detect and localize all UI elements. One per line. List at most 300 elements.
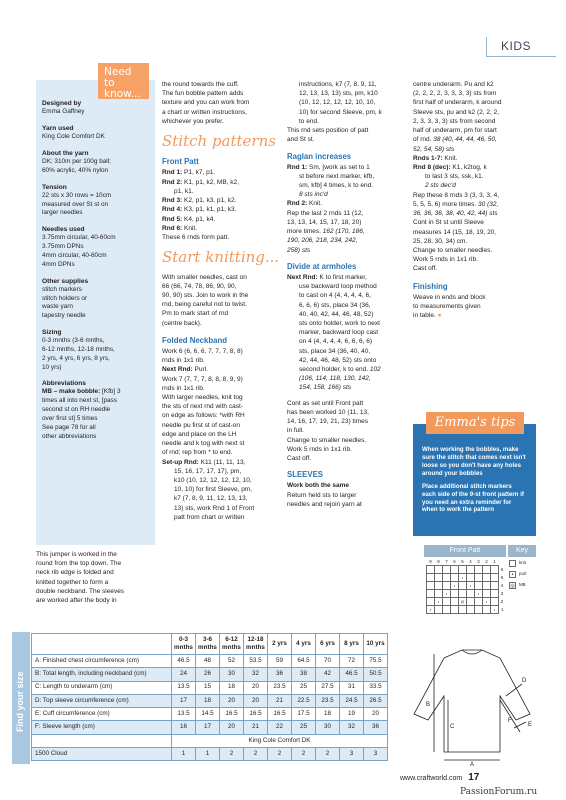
text-run: Knit. <box>442 154 458 162</box>
text-run: P1, k7, p1. <box>182 169 216 177</box>
chart-cell <box>491 581 499 589</box>
abbr-def: [Kfb] 3 <box>100 388 121 396</box>
text-line: texture and you can work from <box>162 99 250 107</box>
chart-col-number: 7 <box>445 559 448 564</box>
label-c: C <box>450 724 455 730</box>
text-run: 15, 16, 17, 17, 17), pm, <box>174 467 242 475</box>
chart-cell <box>467 597 475 605</box>
text-run: K3, p1, k1, p1, k3. <box>182 206 237 214</box>
text-run: Work 6 (6, 6, 6, 7, 7, 7, 8, 8) <box>162 347 243 355</box>
size-cell: 31 <box>340 681 364 694</box>
size-cell: 25 <box>292 681 316 694</box>
text-line <box>162 187 280 196</box>
chart-cell <box>483 573 491 581</box>
stitch-patterns-heading: Stitch patterns <box>162 132 276 151</box>
text-run: K to first marker, <box>317 273 367 281</box>
col4-top <box>413 80 539 274</box>
info-text: 0-3 mnths (3-6 mnths, <box>42 337 105 345</box>
chart-col-number: 6 <box>453 559 456 564</box>
chart-key <box>509 560 526 593</box>
text-run: 154, 158, 166) sts <box>299 384 352 392</box>
text-line <box>413 246 539 255</box>
chart-cell <box>491 597 499 605</box>
text-line <box>287 172 409 181</box>
text-line: rnd, being careful not to twist. <box>162 301 247 309</box>
size-row-label: E: Cuff circumference (cm) <box>32 708 172 721</box>
size-cell: 70 <box>316 655 340 668</box>
text-run: K1, p1, k2, MB, k2, <box>182 178 239 186</box>
text-run: Knit. <box>182 224 198 232</box>
text-line: has been worked 10 (11, 13, <box>287 408 369 416</box>
knit-swatch <box>509 560 516 567</box>
abbr-term: MB – make bobble: <box>42 388 101 396</box>
chart-title: Front Patt <box>424 545 506 557</box>
text-run: Work 7 (7, 7, 7, 8, 8, 8, 9, 9) <box>162 375 243 383</box>
text-line <box>162 224 280 233</box>
size-cell: 20 <box>220 721 244 734</box>
text-line <box>413 255 539 264</box>
front-patt-rows <box>162 168 280 242</box>
info-text: 3.75mm circular, 40-60cm <box>42 234 116 242</box>
text-line <box>287 117 409 126</box>
text-line <box>162 467 280 476</box>
chart-cell <box>467 605 475 613</box>
text-line <box>162 504 280 513</box>
chart-row-number: 3 <box>500 590 504 596</box>
text-line: in full. <box>287 427 304 435</box>
text-run: Rep these 8 rnds 3 (3, 3, 3, 4, <box>413 191 499 199</box>
size-cell: 22.5 <box>292 694 316 707</box>
text-run: These 6 rnds form patt. <box>162 233 230 241</box>
size-cell: 16.5 <box>268 708 292 721</box>
bold-run: Set-up Rnd: <box>162 458 199 466</box>
end-dot-icon: ● <box>435 312 442 320</box>
bold-run: Rnd 2: <box>162 178 183 186</box>
chart-cell <box>483 589 491 597</box>
text-run: half of underarm, pm for start <box>413 127 497 135</box>
text-line: 66 (66, 74, 78, 86, 90, 90, <box>162 282 237 290</box>
text-run: of rnd. <box>413 136 434 144</box>
text-run: 13) sts, work Rnd 1 of Front <box>174 504 255 512</box>
chart-row-number: 6 <box>500 566 504 572</box>
text-run: second holder, k to end. <box>299 366 370 374</box>
chart-cell <box>491 573 499 581</box>
chart-cell <box>459 605 467 613</box>
text-line <box>287 282 409 291</box>
text-line: Weave in ends and block <box>413 293 486 301</box>
bold-run: Next Rnd: <box>162 366 193 374</box>
bold-run: Rnd 5: <box>162 215 183 223</box>
info-heading: About the yarn <box>42 149 89 157</box>
text-line: This jumper is worked in the <box>36 551 117 558</box>
text-line <box>162 421 280 430</box>
front-patt-chart <box>426 558 506 614</box>
footer <box>400 771 479 785</box>
info-heading: Abbreviations <box>42 380 86 388</box>
label-d: D <box>522 678 527 684</box>
label-e: E <box>528 722 533 728</box>
text-line: needles and rejoin yarn at <box>287 500 362 508</box>
divide-heading: Divide at armholes <box>287 261 357 271</box>
size-cell: 24 <box>172 668 196 681</box>
key-label: MB <box>519 582 526 588</box>
text-line <box>162 393 280 402</box>
bold-run: Next Rnd: <box>287 273 318 281</box>
size-row-label: C: Length to underarm (cm) <box>32 681 172 694</box>
chart-col-number: 5 <box>461 559 464 564</box>
info-text: over first st] 5 times <box>42 414 98 422</box>
text-line <box>287 126 409 135</box>
label-a: A <box>470 762 475 768</box>
text-run: sts, place 34 (36, 40, 40, <box>299 347 371 355</box>
chart-cell <box>435 581 443 589</box>
text-line <box>413 172 539 181</box>
text-line <box>287 347 409 356</box>
chart-cell <box>443 597 451 605</box>
chart-col-number: 3 <box>477 559 480 564</box>
chart-col-number: 2 <box>485 559 488 564</box>
text-line <box>287 383 409 392</box>
find-your-size-label: Find your size <box>15 671 25 732</box>
text-run: first half of underarm, k around <box>413 99 502 107</box>
size-cell: 24.5 <box>340 694 364 707</box>
text-run: 42, 44, 46, 48, 52) sts onto <box>299 356 377 364</box>
text-line <box>162 430 280 439</box>
text-line <box>413 218 539 227</box>
ball-count-cell: 2 <box>316 748 340 761</box>
chart-col-number: 1 <box>493 559 496 564</box>
banner-line: Need to <box>104 66 132 90</box>
ball-count-cell: 2 <box>292 748 316 761</box>
text-run: instructions, k7 (7, 8, 9, 11, <box>299 81 377 88</box>
column-3 <box>287 80 409 509</box>
text-run: needle and k tog with next st <box>162 440 245 448</box>
text-run: to cast on 4 (4, 4, 4, 4, 6, <box>299 292 371 300</box>
bold-run: Rnd 2: <box>287 200 308 208</box>
text-line <box>287 89 409 98</box>
text-run: 10) for second Sleeve, pm, k <box>299 108 382 116</box>
text-line: 90, 90) sts. Join to work in the <box>162 291 249 299</box>
text-run: 40, 40, 42, 44, 46, 48, 52) <box>299 310 374 318</box>
text-line: a chart or written instructions, <box>162 108 247 116</box>
bold-run: Rnd 6: <box>162 224 183 232</box>
chart-cell <box>451 589 459 597</box>
text-line: Cont as set until Front patt <box>287 399 364 407</box>
text-run: rnds in 1x1 rib. <box>162 384 205 392</box>
text-line: double neckband. The sleeves <box>36 587 125 595</box>
size-cell: 23.5 <box>268 681 292 694</box>
text-line <box>162 215 280 224</box>
size-cell: 26 <box>196 668 220 681</box>
yarn-row: King Cole Comfort DK <box>172 734 388 747</box>
info-text: stitch markers <box>42 285 82 293</box>
text-line <box>162 476 280 485</box>
size-row-label: B: Total length, including neckband (cm) <box>32 668 172 681</box>
size-cell: 30 <box>316 721 340 734</box>
info-text: measured over St st on <box>42 200 109 208</box>
text-line <box>413 126 539 135</box>
key-title: Key <box>508 545 536 557</box>
text-line: Return held sts to larger <box>287 491 357 499</box>
chart-cell <box>435 605 443 613</box>
size-cell: 52 <box>220 655 244 668</box>
text-run: K11 (11, 11, 13, <box>198 458 246 466</box>
text-run: the sts of next rnd with cast- <box>162 403 243 411</box>
chart-cell <box>451 566 459 574</box>
info-text: second st on RH needle <box>42 406 111 414</box>
chart-cell <box>427 597 435 605</box>
watermark: PassionForum.ru <box>460 787 538 797</box>
italic-run: 162 (170, 186, <box>322 228 365 236</box>
chart-cell <box>443 581 451 589</box>
text-line <box>413 181 539 190</box>
text-line <box>162 458 280 467</box>
chart-cell: • <box>483 597 491 605</box>
text-line <box>413 117 539 126</box>
text-line: in table. ● <box>413 312 442 320</box>
column-2 <box>162 80 280 522</box>
chart-row-number: 5 <box>500 574 504 580</box>
italic-run: 30 (32, <box>478 200 499 208</box>
info-text: 3.75mm DPNs <box>42 243 84 251</box>
text-line <box>413 154 539 163</box>
tips-box <box>413 424 536 536</box>
text-run: Knit. <box>307 200 323 208</box>
chart-cell: • <box>451 581 459 589</box>
text-run: st before next marker, kfb, <box>299 172 375 180</box>
size-cell: 16.5 <box>244 708 268 721</box>
size-cell: 32 <box>244 668 268 681</box>
text-line <box>413 237 539 246</box>
section-label: KIDS <box>501 39 532 53</box>
text-line <box>413 228 539 237</box>
garment-diagram <box>404 644 542 768</box>
text-run: sts onto holder, work to next <box>299 319 380 327</box>
size-cell: 53.5 <box>244 655 268 668</box>
column-4 <box>413 80 539 320</box>
size-cell: 21 <box>244 721 268 734</box>
size-cell: 32 <box>340 721 364 734</box>
label-b: B <box>426 702 431 708</box>
text-line <box>413 191 539 200</box>
text-run: rnds in 1x1 rib. <box>162 357 205 365</box>
sleeves-text <box>287 491 409 509</box>
size-header: 3-6 mnths <box>196 634 220 655</box>
text-run: 5, 5, 5, 6) more times. <box>413 200 479 208</box>
text-line <box>162 448 280 457</box>
size-cell: 18 <box>220 681 244 694</box>
sweater-outline <box>414 650 533 752</box>
text-line <box>162 178 280 187</box>
need-to-know-box <box>36 80 155 545</box>
size-cell: 18 <box>316 708 340 721</box>
chart-cell <box>435 566 443 574</box>
text-run: Purl. <box>192 366 208 374</box>
text-line <box>287 374 409 383</box>
size-cell: 26.5 <box>364 694 388 707</box>
text-line <box>287 80 409 89</box>
size-cell: 48 <box>196 655 220 668</box>
text-run: needle pu first st of cast-on <box>162 421 241 429</box>
chart-cell <box>427 589 435 597</box>
size-cell: 33.5 <box>364 681 388 694</box>
size-cell: 22 <box>268 721 292 734</box>
info-heading: Other supplies <box>42 277 89 285</box>
text-line: The fun bobble pattern adds <box>162 90 244 98</box>
chart-cell <box>435 573 443 581</box>
info-text: See page 78 for all <box>42 423 96 431</box>
text-line <box>287 227 409 236</box>
info-text: 2 yrs, 4 yrs, 6 yrs, 8 yrs, <box>42 354 110 362</box>
info-text: 4mm DPNs <box>42 260 75 268</box>
text-line <box>162 513 280 522</box>
text-run: marker, backward loop cast <box>299 329 379 337</box>
text-line: round from the top down. The <box>36 560 122 568</box>
text-line <box>287 190 409 199</box>
size-header: 4 yrs <box>292 634 316 655</box>
text-run: K2, p1, k3, p1, k2. <box>182 197 237 205</box>
text-run: measures 14 (15, 18, 19, 20, <box>413 228 497 236</box>
chart-cell: • <box>475 589 483 597</box>
chart-cell: • <box>427 605 435 613</box>
text-run: 10, 10) for first Sleeve, pm, <box>174 486 253 494</box>
text-line <box>162 411 280 420</box>
chart-cell: ◎ <box>459 597 467 605</box>
text-line <box>287 209 409 218</box>
size-cell: 75.5 <box>364 655 388 668</box>
text-run: 8 sts inc'd <box>299 191 328 199</box>
chart-cell <box>467 573 475 581</box>
bold-run: Rnd 1: <box>162 169 183 177</box>
text-run: Rep the last 2 rnds 11 (12, <box>287 209 364 217</box>
text-line <box>413 264 539 273</box>
neckband-text <box>162 347 280 522</box>
chart-row-number: 4 <box>500 582 504 588</box>
size-cell: 46.5 <box>172 655 196 668</box>
size-row <box>32 708 388 721</box>
bold-run: Rnds 1-7: <box>413 154 443 162</box>
footer-url: www.craftworld.com <box>400 775 463 782</box>
info-text: 6-12 mnths, 12-18 mnths, <box>42 345 115 353</box>
text-run: 6, 6, 6) sts, place 34 (36, <box>299 301 371 309</box>
text-line <box>162 196 280 205</box>
bobble-swatch: ◎ <box>510 583 515 589</box>
finishing-heading: Finishing <box>413 281 448 291</box>
text-run: 258) sts <box>287 246 311 254</box>
text-run: Cont in St st until Sleeve <box>413 219 484 227</box>
chart-cell: • <box>467 581 475 589</box>
finishing-text <box>413 293 539 321</box>
text-line <box>287 365 409 374</box>
chart-cell <box>427 566 435 574</box>
text-line <box>287 291 409 300</box>
key-label: knit <box>519 560 526 566</box>
size-cell: 20 <box>244 694 268 707</box>
text-line <box>287 301 409 310</box>
info-text: DK; 310m per 100g ball; <box>42 157 111 165</box>
col3-top <box>287 80 409 145</box>
chart-cell <box>475 605 483 613</box>
text-line <box>413 200 539 209</box>
section-tag <box>486 37 556 57</box>
bold-run: Rnd 8 (dec): <box>413 163 451 171</box>
chart-cell <box>475 581 483 589</box>
info-heading: Sizing <box>42 328 62 336</box>
size-cell: 25 <box>292 721 316 734</box>
need-to-know-banner <box>98 63 149 99</box>
tip-1: When working the bobbles, make sure the stitch that comes next isn't loose so you don't have any holes around your bobbles <box>422 446 526 477</box>
size-cell: 38 <box>292 668 316 681</box>
chart-cell <box>459 589 467 597</box>
chart-cell <box>475 573 483 581</box>
size-cell: 46.5 <box>340 668 364 681</box>
sleeve-length-arrow <box>500 700 520 732</box>
size-cell: 13.5 <box>172 708 196 721</box>
text-run: K1, k2tog, k <box>450 163 487 171</box>
text-line <box>287 328 409 337</box>
text-line <box>287 181 409 190</box>
text-line: the round towards the cuff. <box>162 81 239 88</box>
text-line <box>162 365 280 374</box>
text-run: (106, 114, 118, 130, 142, <box>299 375 371 383</box>
text-line <box>287 199 409 208</box>
size-header: 8 yrs <box>340 634 364 655</box>
text-run: Work 5 rnds in 1x1 rib. <box>413 256 478 264</box>
label-f: F <box>508 718 512 724</box>
text-line <box>413 163 539 172</box>
text-run: use backward loop method <box>299 283 377 291</box>
text-run: to last 3 sts, ssk, k1. <box>425 173 484 181</box>
chart-cell <box>483 581 491 589</box>
text-run: patt from chart or written <box>174 513 245 521</box>
chart-row-number: 2 <box>500 598 504 604</box>
text-run: 12, 13, 13, 13) sts, pm, k10 <box>299 90 378 98</box>
text-line: (centre back). <box>162 319 202 327</box>
size-cell: 20 <box>364 708 388 721</box>
info-text: other abbreviations <box>42 432 97 440</box>
start-knitting-heading: Start knitting... <box>162 248 280 267</box>
text-run: K4, p1, k4. <box>182 215 216 223</box>
start-text <box>162 273 280 328</box>
chart-cell <box>435 589 443 597</box>
key-label: purl <box>519 571 527 577</box>
size-row <box>32 655 388 668</box>
text-line: neck rib edge is folded and <box>36 569 114 577</box>
tips-banner: Emma's tips <box>426 412 524 434</box>
text-run: p1, k1. <box>174 187 194 195</box>
text-line <box>162 205 280 214</box>
size-row-label: F: Sleeve length (cm) <box>32 721 172 734</box>
text-run: This rnd sets position of patt <box>287 127 369 135</box>
chart-cell <box>467 589 475 597</box>
text-run: 25, 28, 30, 34) cm. <box>413 237 468 245</box>
text-line <box>413 209 539 218</box>
size-cell: 15 <box>196 681 220 694</box>
chart-cell <box>459 566 467 574</box>
text-line <box>287 319 409 328</box>
text-line: to measurements given <box>413 302 481 310</box>
text-run: 36, 36, 36, 38, 40, 42, 44) sts <box>413 210 498 218</box>
size-row <box>32 694 388 707</box>
size-cell: 27.5 <box>316 681 340 694</box>
text-line <box>287 98 409 107</box>
chart-cell <box>443 605 451 613</box>
bold-run: Rnd 4: <box>162 206 183 214</box>
tip-2: Place additional stitch markers each side of the 9-st front pattern if you need an extra reminder for when to work the pattern <box>422 482 524 514</box>
sleeves-heading: SLEEVES <box>287 470 323 480</box>
size-row-label: D: Top sleeve circumference (cm) <box>32 694 172 707</box>
chart-cell <box>451 573 459 581</box>
